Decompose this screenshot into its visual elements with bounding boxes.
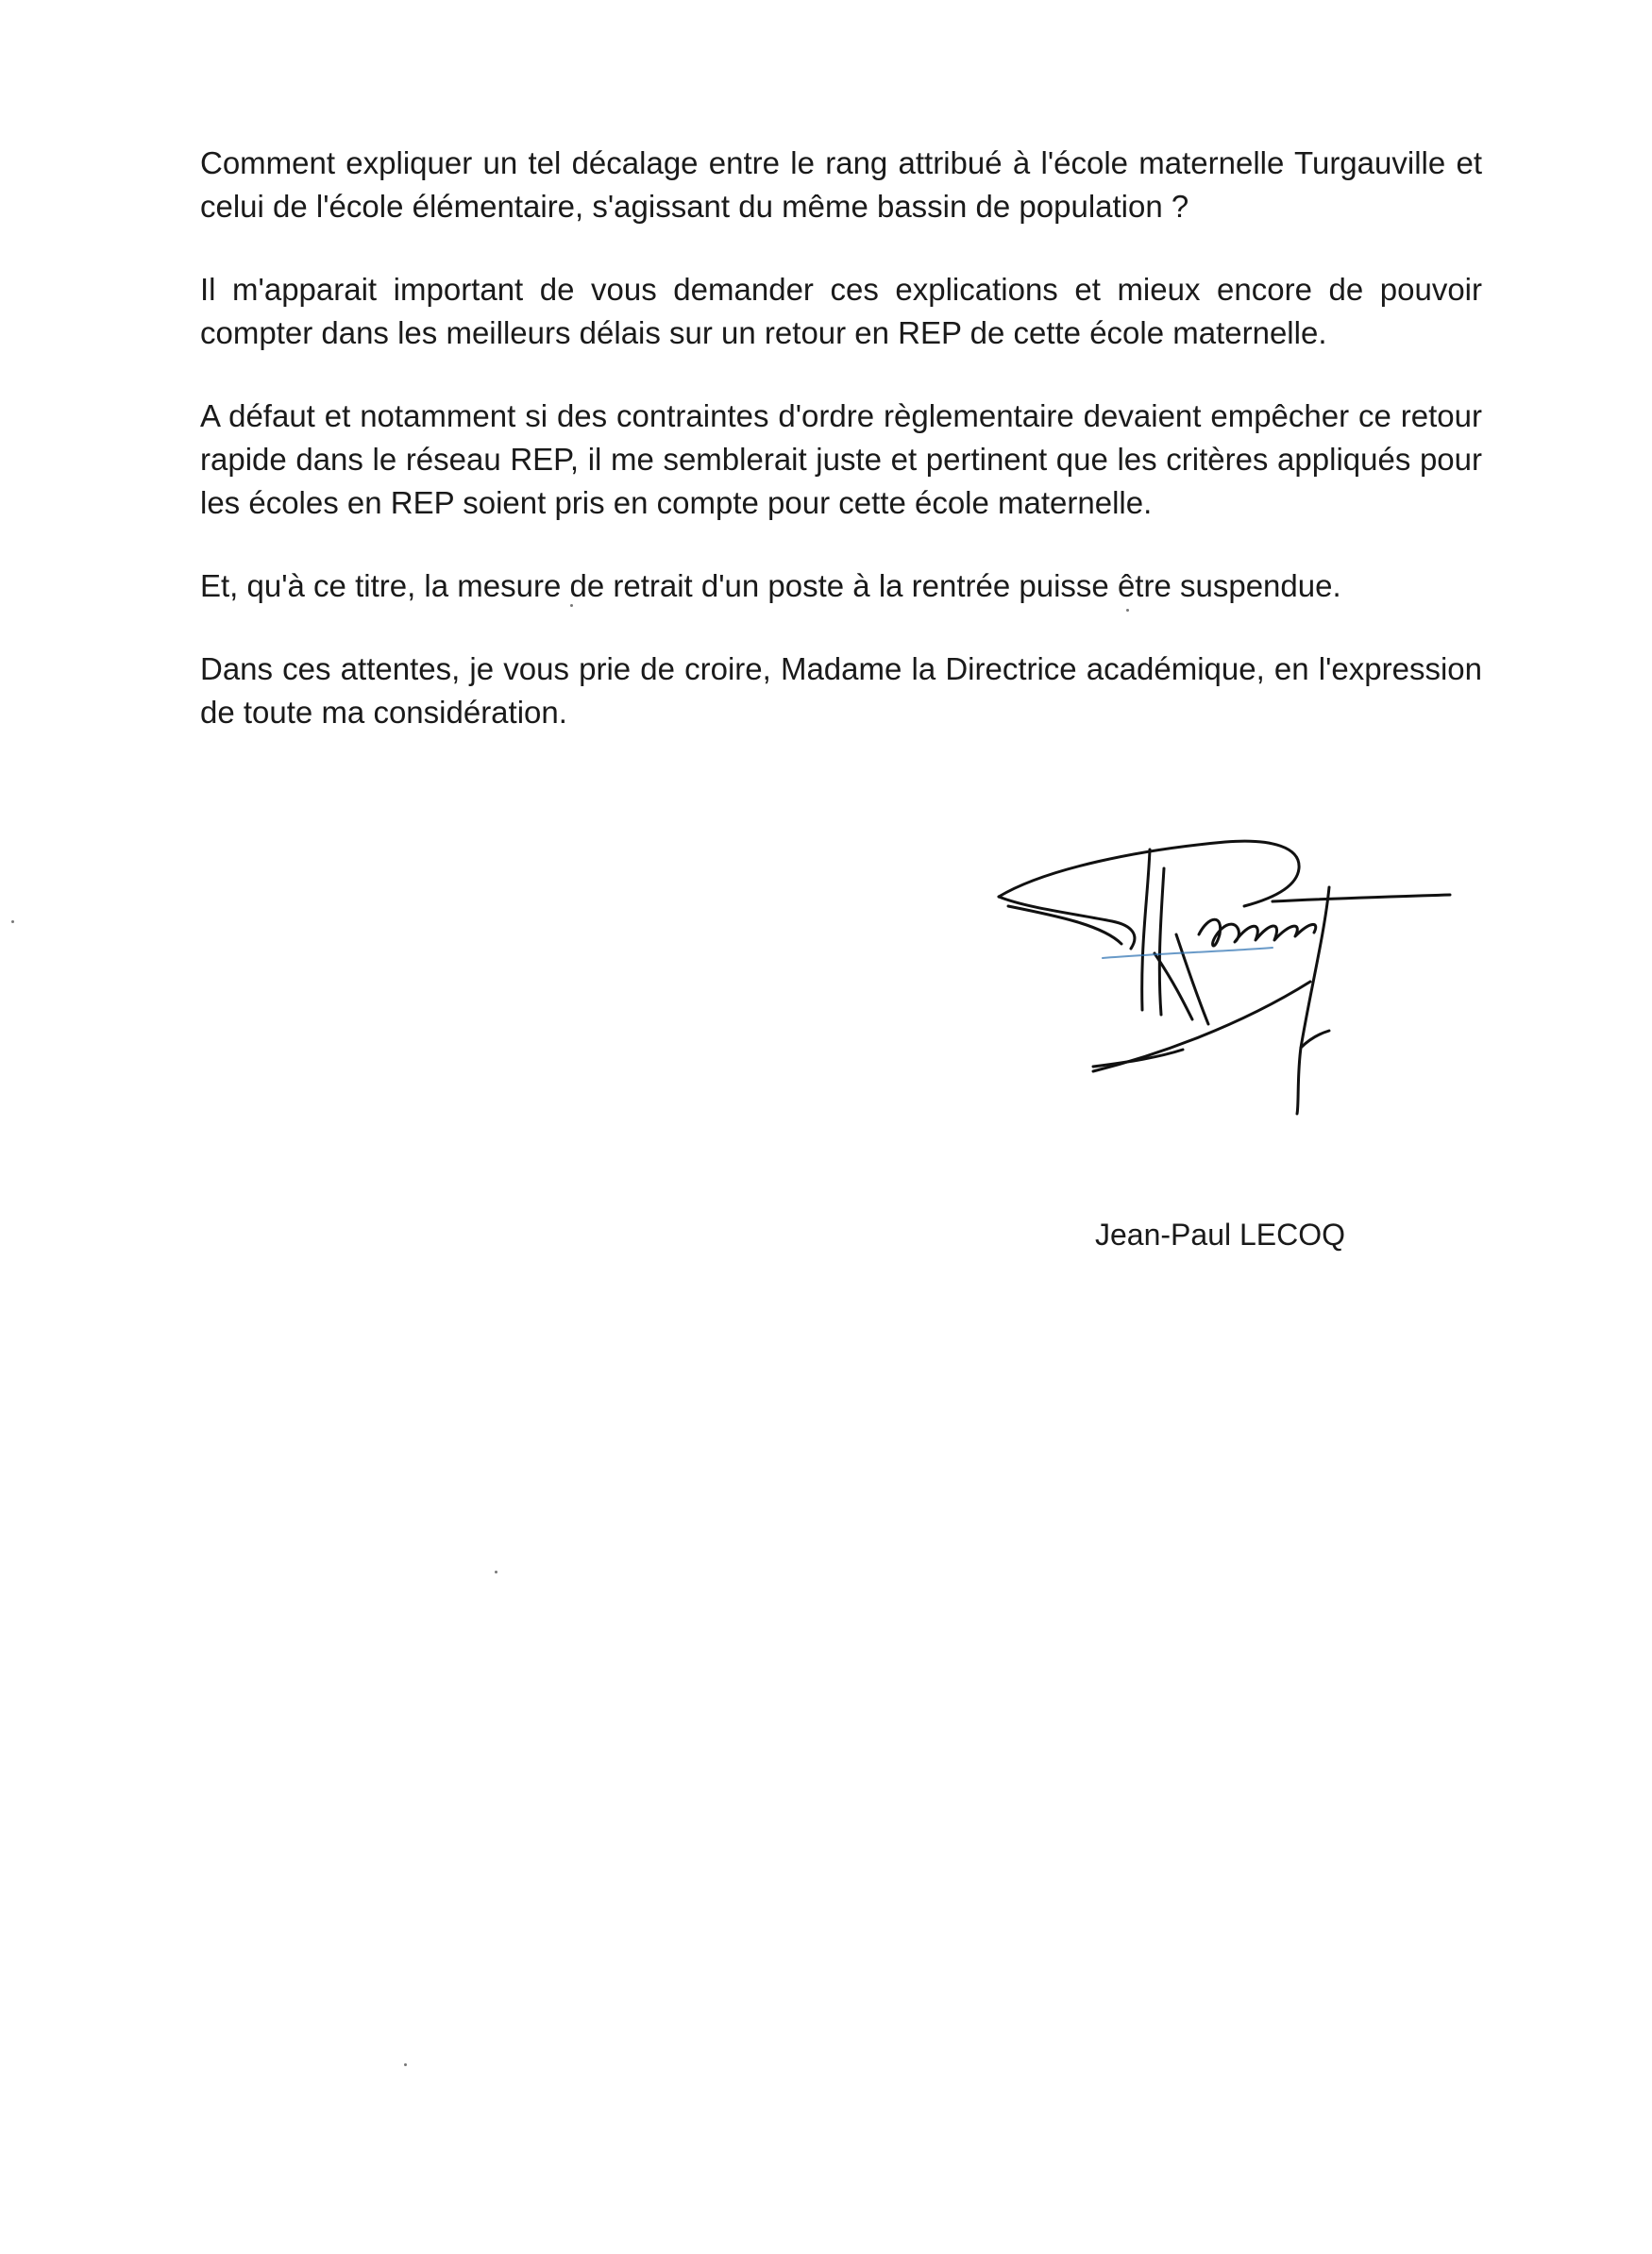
paragraph-closing: Dans ces attentes, je vous prie de croire, Madame la Directrice académique, en l'expression de toute ma considération. — [200, 651, 1482, 730]
letter-body — [200, 142, 1482, 774]
paragraph-alternative: A défaut et notamment si des contraintes d'ordre règlementaire devaient empêcher ce retour rapide dans le réseau REP, il me semblerait juste et pertinent que les critères appliqués pour les écoles en REP soient pris en compte pour cette école maternelle. — [200, 398, 1482, 520]
signer-name: Jean-Paul LECOQ — [1095, 1218, 1346, 1252]
scan-speck — [11, 920, 14, 923]
scan-speck — [495, 1571, 497, 1573]
paragraph-request: Il m'apparait important de vous demander ces explications et mieux encore de pouvoir compter dans les meilleurs délais sur un retour en REP de cette école maternelle. — [200, 272, 1482, 350]
scan-speck — [1126, 609, 1129, 612]
handwritten-signature — [989, 831, 1480, 1142]
scan-speck — [570, 604, 573, 607]
paragraph-suspension: Et, qu'à ce titre, la mesure de retrait d'un poste à la rentrée puisse être suspendue. — [200, 568, 1341, 603]
scan-speck — [404, 2063, 407, 2066]
paragraph-question: Comment expliquer un tel décalage entre le rang attribué à l'école maternelle Turgauville et celui de l'école élémentaire, s'agissant du même bassin de population ? — [200, 145, 1482, 224]
